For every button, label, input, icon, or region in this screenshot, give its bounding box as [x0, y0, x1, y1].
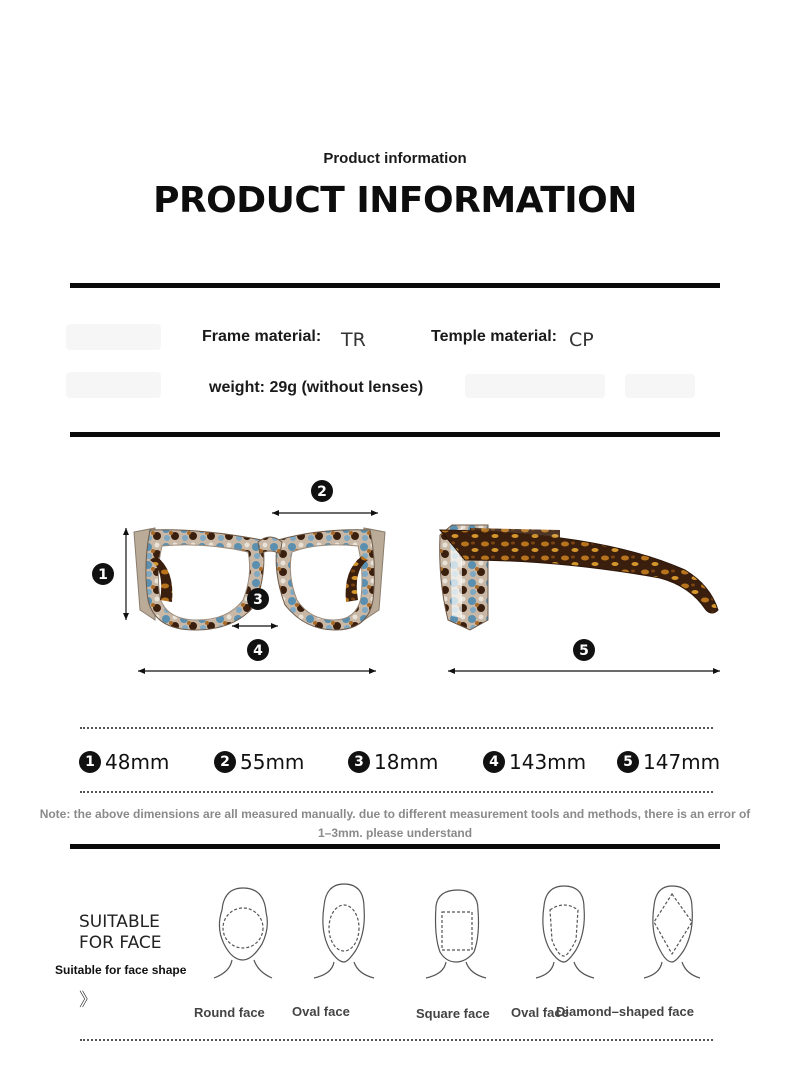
face-label-diamond: Diamond–shaped face — [556, 1004, 694, 1019]
face-label-square: Square face — [416, 1006, 490, 1021]
measure-badge-3: 3 — [348, 751, 370, 773]
measure-value-3: 18mm — [374, 750, 439, 774]
oval-face-icon — [536, 886, 594, 978]
measure-value-1: 48mm — [105, 750, 170, 774]
frame-material-value: TR — [341, 329, 366, 351]
weight-text: weight: 29g (without lenses) — [209, 379, 424, 396]
measurement-note — [10, 805, 780, 843]
dimension-1-marker — [92, 528, 129, 620]
double-chevron-icon: 》 — [79, 990, 97, 1010]
frame-material-label: Frame material: — [202, 328, 322, 345]
measure-badge-5: 5 — [617, 751, 639, 773]
blurred-placeholder — [66, 324, 161, 350]
suitable-heading-line2: FOR FACE — [79, 933, 162, 953]
measure-value-4: 143mm — [509, 750, 587, 774]
round-face-icon — [214, 888, 272, 978]
oval-face-icon — [314, 884, 374, 978]
measure-badge-2: 2 — [214, 751, 236, 773]
suitable-subtitle: Suitable for face shape — [55, 963, 187, 977]
measurement-3 — [348, 750, 438, 774]
measurement-1 — [79, 750, 169, 774]
measure-badge-4: 4 — [483, 751, 505, 773]
diamond-face-icon — [644, 886, 700, 978]
dotted-divider — [80, 791, 713, 793]
blurred-placeholder — [625, 374, 695, 398]
face-shape-sketches — [0, 880, 790, 990]
page-subtitle: Product information — [323, 150, 467, 167]
glasses-diagram — [0, 470, 790, 690]
note-line-1: Note: the above dimensions are all measured manually. due to different measurement tools and methods, there is an error of — [39, 807, 751, 821]
badge-5: 5 — [579, 643, 589, 659]
face-label-oval: Oval face — [292, 1004, 350, 1019]
divider-top — [70, 283, 720, 288]
badge-2: 2 — [317, 484, 327, 500]
badge-3: 3 — [253, 592, 263, 608]
divider-specs — [70, 432, 720, 437]
suitable-heading-line1: SUITABLE — [79, 912, 160, 932]
measure-value-5: 147mm — [643, 750, 721, 774]
divider-note — [70, 844, 720, 849]
badge-4: 4 — [253, 643, 263, 659]
measure-badge-1: 1 — [79, 751, 101, 773]
measurement-4 — [483, 750, 586, 774]
dimension-4-marker — [138, 639, 376, 674]
badge-1: 1 — [98, 567, 108, 583]
dotted-divider — [80, 727, 713, 729]
blurred-placeholder — [66, 372, 161, 398]
measure-value-2: 55mm — [240, 750, 305, 774]
dotted-divider — [80, 1039, 713, 1041]
glasses-side-icon — [440, 525, 718, 630]
face-label-round: Round face — [194, 1005, 265, 1020]
measurement-2 — [214, 750, 304, 774]
temple-material-value: CP — [569, 329, 594, 351]
page-title: PRODUCT INFORMATION — [153, 180, 637, 221]
temple-material-label: Temple material: — [431, 328, 557, 345]
measurement-5 — [617, 750, 720, 774]
note-line-2: 1–3mm. please understand — [317, 826, 473, 840]
dimension-2-marker — [272, 480, 378, 516]
glasses-front-icon — [134, 528, 385, 630]
face-label-oval-2: Oval face — [511, 1005, 569, 1020]
dimension-5-marker — [448, 639, 720, 674]
square-face-icon — [426, 890, 486, 978]
blurred-placeholder — [465, 374, 605, 398]
